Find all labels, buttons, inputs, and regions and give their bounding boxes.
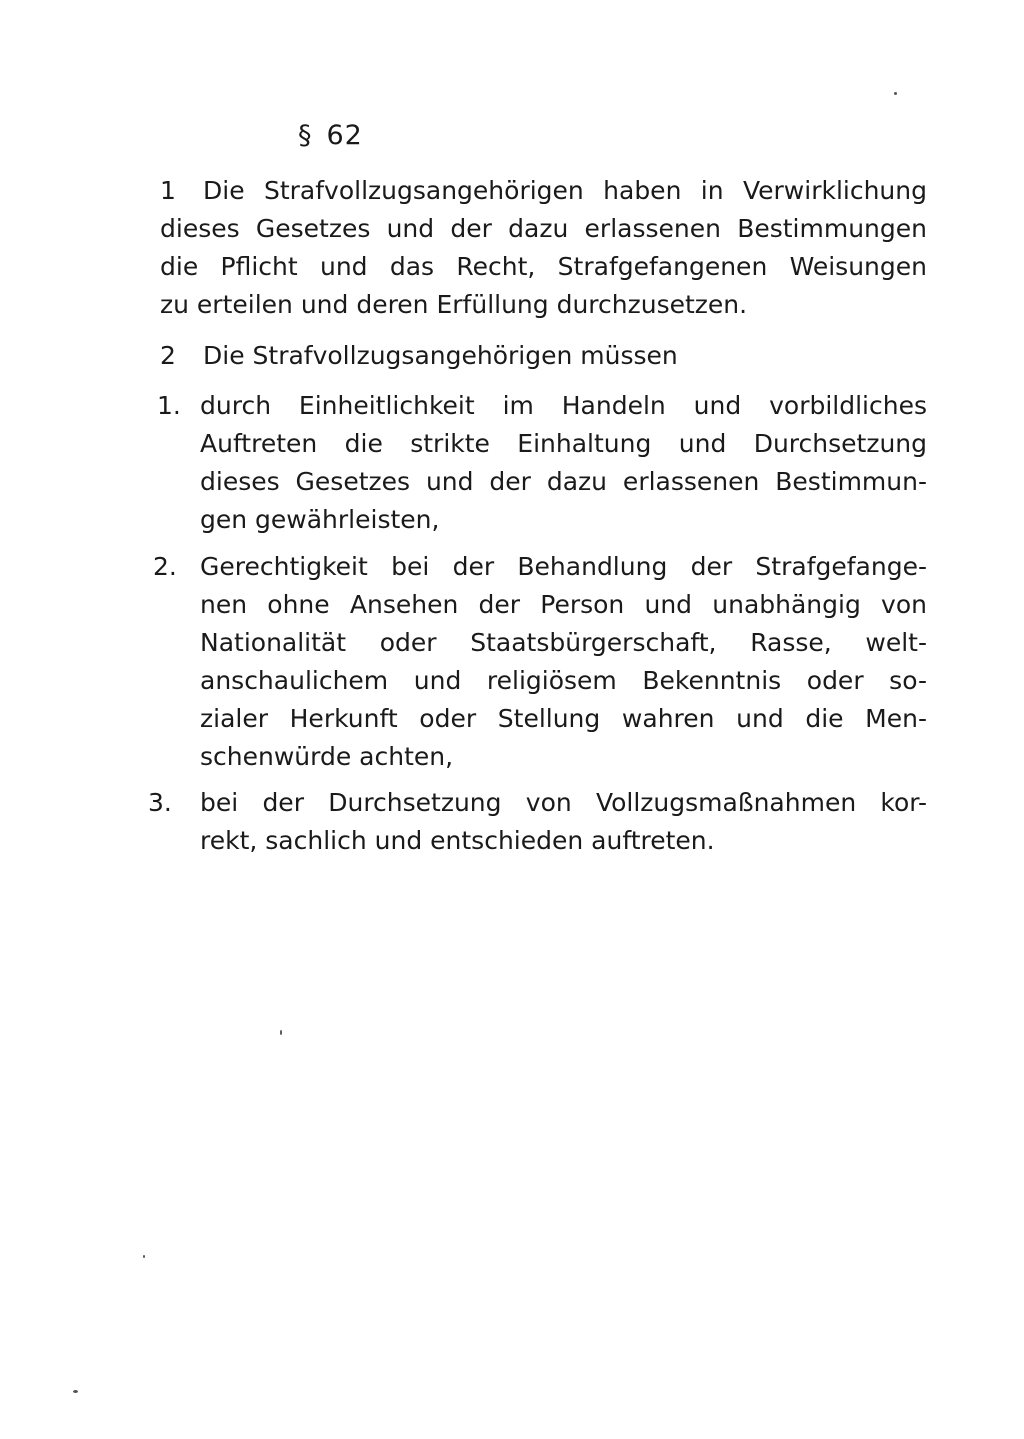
scan-speck bbox=[73, 1390, 78, 1393]
list-item-line: gen gewährleisten, bbox=[200, 505, 440, 534]
scan-speck bbox=[143, 1255, 145, 1258]
paragraph-intro: Die Strafvollzugsangehörigen müssen bbox=[203, 341, 678, 370]
paragraph-line: zu erteilen und deren Erfüllung durchzusetzen. bbox=[160, 290, 748, 319]
list-item-line: Nationalität oder Staatsbürgerschaft, Rasse, welt- bbox=[200, 628, 927, 657]
section-number: 62 bbox=[326, 120, 363, 151]
list-item-number: 3. bbox=[148, 788, 172, 817]
list-item-line: Gerechtigkeit bei der Behandlung der Strafgefange- bbox=[200, 552, 927, 581]
list-item-line: zialer Herkunft oder Stellung wahren und die Men- bbox=[200, 704, 927, 733]
paragraph-line: Die Strafvollzugsangehörigen haben in Verwirklichung bbox=[203, 176, 927, 205]
list-item-line: schenwürde achten, bbox=[200, 742, 454, 771]
list-item-line: rekt, sachlich und entschieden auftreten. bbox=[200, 826, 715, 855]
list-item-line: bei der Durchsetzung von Vollzugsmaßnahmen kor- bbox=[200, 788, 927, 817]
list-item-line: durch Einheitlichkeit im Handeln und vorbildliches bbox=[200, 391, 927, 420]
list-item-line: dieses Gesetzes und der dazu erlassenen Bestimmun- bbox=[200, 467, 927, 496]
paragraph-line: die Pflicht und das Recht, Strafgefangenen Weisungen bbox=[160, 252, 927, 281]
list-item-line: nen ohne Ansehen der Person und unabhängig von bbox=[200, 590, 927, 619]
paragraph-number: 1 bbox=[160, 176, 176, 205]
scan-speck bbox=[280, 1030, 282, 1035]
scan-speck bbox=[894, 92, 897, 95]
list-item-number: 1. bbox=[157, 391, 181, 420]
section-symbol: § bbox=[298, 120, 313, 151]
list-item-line: Auftreten die strikte Einhaltung und Durchsetzung bbox=[200, 429, 927, 458]
paragraph-number: 2 bbox=[160, 341, 176, 370]
list-item-line: anschaulichem und religiösem Bekenntnis oder so- bbox=[200, 666, 927, 695]
paragraph-line: dieses Gesetzes und der dazu erlassenen Bestimmungen bbox=[160, 214, 927, 243]
list-item-number: 2. bbox=[153, 552, 177, 581]
section-heading bbox=[298, 120, 363, 151]
